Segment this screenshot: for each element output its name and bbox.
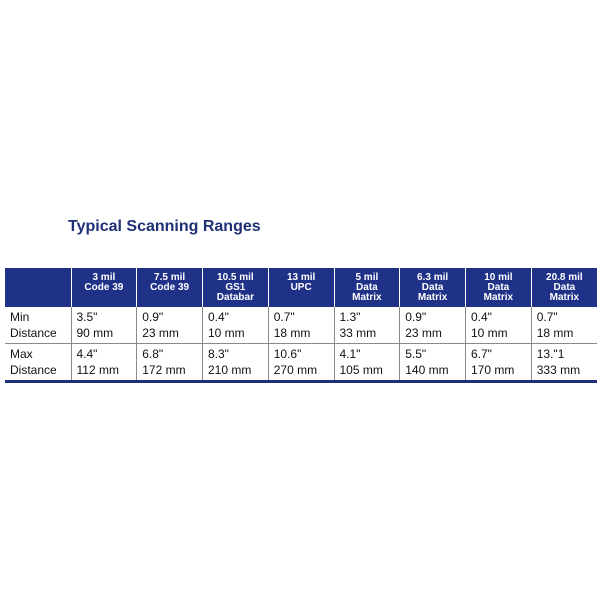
header-line: Matrix bbox=[417, 292, 448, 303]
table-header-row bbox=[5, 268, 597, 307]
table-cell bbox=[400, 344, 466, 382]
table-cell bbox=[334, 307, 400, 344]
row-label-line: Min bbox=[10, 310, 30, 324]
row-label-cell bbox=[5, 344, 71, 382]
inch-value: 5.5" bbox=[405, 347, 427, 361]
header-line: UPC bbox=[290, 282, 312, 293]
table-cell bbox=[334, 344, 400, 382]
mm-value: 18 mm bbox=[273, 326, 311, 340]
mm-value: 172 mm bbox=[142, 363, 186, 377]
inch-value: 0.4" bbox=[471, 310, 492, 324]
header-line: Matrix bbox=[549, 292, 580, 303]
inch-value: 8.3" bbox=[208, 347, 229, 361]
table-row-max-distance bbox=[5, 344, 597, 382]
header-line: GS1 bbox=[225, 282, 246, 293]
table-cell bbox=[268, 307, 334, 344]
row-label-cell bbox=[5, 307, 71, 344]
header-cell-10-5mil-gs1-databar bbox=[203, 268, 269, 307]
header-line: 7.5 mil bbox=[154, 272, 186, 283]
header-line: 10 mil bbox=[484, 272, 513, 283]
header-line: Data bbox=[421, 282, 444, 293]
header-cell-3mil-code39 bbox=[71, 268, 137, 307]
row-label-line: Distance bbox=[10, 363, 57, 377]
inch-value: 0.9" bbox=[405, 310, 427, 324]
header-line: Data bbox=[553, 282, 576, 293]
table-cell bbox=[137, 344, 203, 382]
mm-value: 112 mm bbox=[76, 363, 119, 377]
table-cell bbox=[531, 344, 597, 382]
mm-value: 105 mm bbox=[339, 363, 383, 377]
mm-value: 10 mm bbox=[208, 326, 245, 340]
header-cell-7-5mil-code39 bbox=[137, 268, 203, 307]
row-label-line: Max bbox=[10, 347, 33, 361]
mm-value: 333 mm bbox=[536, 363, 581, 377]
header-line: Data bbox=[356, 282, 378, 293]
inch-value: 1.3" bbox=[339, 310, 361, 324]
table-row-min-distance bbox=[5, 307, 597, 344]
table-cell bbox=[466, 344, 532, 382]
header-line: Code 39 bbox=[84, 282, 124, 293]
mm-value: 18 mm bbox=[536, 326, 574, 340]
table-cell bbox=[203, 307, 269, 344]
mm-value: 33 mm bbox=[339, 326, 377, 340]
table-cell bbox=[466, 307, 532, 344]
inch-value: 3.5" bbox=[76, 310, 98, 324]
mm-value: 90 mm bbox=[76, 326, 114, 340]
mm-value: 23 mm bbox=[405, 326, 442, 340]
header-line: 5 mil bbox=[355, 272, 379, 283]
inch-value: 0.7" bbox=[536, 310, 558, 324]
table-cell bbox=[203, 344, 269, 382]
inch-value: 0.4" bbox=[208, 310, 229, 324]
header-cell-13mil-upc bbox=[268, 268, 334, 307]
header-line: 3 mil bbox=[92, 272, 116, 283]
table-cell bbox=[531, 307, 597, 344]
inch-value: 10.6" bbox=[273, 347, 302, 361]
inch-value: 4.4" bbox=[76, 347, 98, 361]
header-cell-5mil-data-matrix bbox=[334, 268, 400, 307]
header-line: 10.5 mil bbox=[217, 272, 254, 283]
header-line: 20.8 mil bbox=[546, 272, 583, 283]
inch-value: 0.9" bbox=[142, 310, 164, 324]
mm-value: 170 mm bbox=[471, 363, 515, 377]
table-cell bbox=[71, 307, 137, 344]
table-cell bbox=[71, 344, 137, 382]
mm-value: 210 mm bbox=[208, 363, 252, 377]
scanning-ranges-table bbox=[5, 268, 597, 383]
page-title: Typical Scanning Ranges bbox=[68, 218, 261, 235]
header-line: 6.3 mil bbox=[417, 272, 449, 283]
table-cell bbox=[268, 344, 334, 382]
header-line: Databar bbox=[216, 292, 254, 303]
table-cell bbox=[400, 307, 466, 344]
mm-value: 270 mm bbox=[273, 363, 318, 377]
inch-value: 4.1" bbox=[339, 347, 361, 361]
mm-value: 10 mm bbox=[471, 326, 508, 340]
inch-value: 6.7" bbox=[471, 347, 492, 361]
header-line: Matrix bbox=[352, 292, 382, 303]
inch-value: 13."1 bbox=[536, 347, 565, 361]
row-label-line: Distance bbox=[10, 326, 57, 340]
mm-value: 23 mm bbox=[142, 326, 179, 340]
header-cell-6-3mil-data-matrix bbox=[400, 268, 466, 307]
table-cell bbox=[137, 307, 203, 344]
header-line: Data bbox=[487, 282, 510, 293]
header-line: Code 39 bbox=[150, 282, 190, 293]
mm-value: 140 mm bbox=[405, 363, 449, 377]
header-cell-empty bbox=[5, 268, 71, 307]
header-line: Matrix bbox=[483, 292, 514, 303]
header-line: 13 mil bbox=[286, 272, 316, 283]
header-cell-10mil-data-matrix bbox=[466, 268, 532, 307]
inch-value: 6.8" bbox=[142, 347, 164, 361]
inch-value: 0.7" bbox=[273, 310, 295, 324]
header-cell-20-8mil-data-matrix bbox=[531, 268, 597, 307]
